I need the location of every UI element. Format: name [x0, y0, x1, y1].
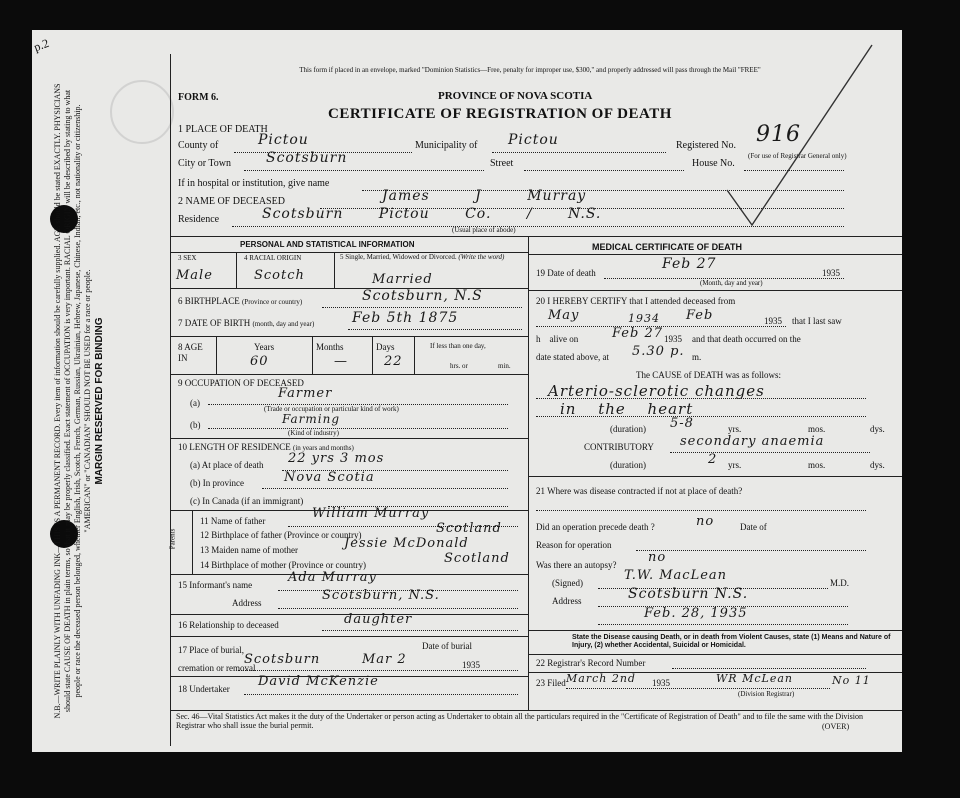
- margin-instructions: [53, 81, 115, 721]
- instructions-text: N.B.—WRITE PLAINLY WITH UNFADING INK—THIS IS A PERMANENT RECORD. Every item of information should be carefully supplied. AGE should be stated EXACTLY. PHYSICIANS should state CAUSE OF DEATH in plain terms, so that it may be properly classified. Exact statement of OCCUPATION is very important. RACIAL ORIGIN will be described by stating to what people or race the deceased person belonged, whether English, Irish, Scotch, French, German, Russian, Ukrainian, Hebrew, Japanese, Chinese, Indian, etc., not nationality or citizenship. "AMERICAN" or "CANADIAN" SHOULD NOT BE USED for a race or people.: [53, 83, 92, 719]
- at-place-value: 22 yrs 3 mos: [288, 451, 385, 466]
- city-label: City or Town: [178, 158, 232, 169]
- duration1-yrs: yrs.: [728, 424, 742, 434]
- mother-label: 13 Maiden name of mother: [200, 545, 298, 555]
- sex-value: Male: [176, 268, 213, 283]
- attended-from-year: 1934: [628, 312, 660, 325]
- residence-value: Scotsburn Pictou Co. / N.S.: [262, 206, 602, 222]
- address-line: [278, 608, 518, 609]
- birthplace-line: [322, 307, 522, 308]
- certificate-paper: [32, 30, 902, 752]
- county-value: Pictou: [258, 132, 309, 148]
- page-title: CERTIFICATE OF REGISTRATION OF DEATH: [328, 106, 672, 122]
- street-line: [524, 170, 684, 171]
- row-line: [528, 630, 902, 631]
- footer-note: Sec. 46—Vital Statistics Act makes it the duty of the Undertaker or person acting as Undertaker to obtain all the particulars required in the "Certificate of Registration of Death" and to file the same with the Division Registrar who shall issue the burial permit.: [176, 712, 863, 730]
- row-line: [528, 254, 902, 255]
- undertaker-value: David McKenzie: [258, 674, 379, 689]
- contributory-value: secondary anaemia: [680, 434, 825, 449]
- cell-divider: [334, 252, 335, 288]
- autopsy-label: Was there an autopsy?: [536, 560, 617, 570]
- burial-place-value: Scotsburn: [244, 652, 321, 667]
- mother-value: Jessie McDonald: [344, 536, 469, 551]
- binding-note: MARGIN RESERVED FOR BINDING: [94, 317, 105, 485]
- duration2-yrs: yrs.: [728, 460, 742, 470]
- birthplace-label: 6 BIRTHPLACE (Province or country): [178, 296, 303, 306]
- occupation-label: 9 OCCUPATION OF DECEASED: [178, 378, 304, 388]
- marital-value: Married: [372, 272, 433, 287]
- duration2-value: 2: [708, 452, 718, 467]
- duration1-dys: dys.: [870, 424, 885, 434]
- record-number-line: [672, 668, 866, 669]
- row-line: [170, 438, 528, 439]
- violent-causes-note: State the Disease causing Death, or in death from Violent Causes, state (1) Means and Nature of Injury, (2) whether Accidental, Suicidal or Homicidal.: [572, 634, 891, 649]
- residence-label: Residence: [178, 214, 220, 225]
- dob-value: Feb 5th 1875: [352, 310, 459, 326]
- street-label: Street: [490, 158, 514, 169]
- doc-date-line: [598, 624, 848, 625]
- signed-label: (Signed): [552, 578, 583, 588]
- place-of-death-label: 1 PLACE OF DEATH: [178, 124, 268, 135]
- row-line: [170, 636, 528, 637]
- attended-to-value: Feb: [686, 308, 714, 323]
- registrar-note: (For use of Registrar General only): [748, 152, 847, 160]
- county-label: County of: [178, 140, 219, 151]
- relationship-label: 16 Relationship to deceased: [178, 620, 279, 630]
- parents-label: Parents: [168, 528, 177, 550]
- dod-value: Feb 27: [662, 256, 717, 272]
- relationship-line: [322, 630, 518, 631]
- dod-note: (Month, day and year): [700, 279, 763, 287]
- informant-address-value: Scotsburn, N.S.: [322, 588, 440, 603]
- residence-note: (Usual place of abode): [452, 226, 516, 234]
- burial-date-value: Mar 2: [362, 652, 407, 667]
- residence-length-label: 10 LENGTH OF RESIDENCE (in years and months): [178, 442, 354, 452]
- registrar-signature: WR McLean: [716, 672, 793, 685]
- reason-line: [636, 550, 866, 551]
- filed-line: [566, 688, 830, 689]
- duration2-dys: dys.: [870, 460, 885, 470]
- father-label: 11 Name of father: [200, 516, 266, 526]
- m-label: m.: [692, 352, 702, 362]
- municipality-label: Municipality of: [415, 140, 478, 151]
- reason-label: Reason for operation: [536, 540, 612, 550]
- cell-divider: [312, 336, 313, 374]
- cause-line1: [536, 398, 866, 399]
- last-alive-value: Feb 27: [612, 326, 663, 341]
- informant-address-label: Address: [232, 598, 262, 608]
- municipality-value: Pictou: [508, 132, 559, 148]
- row-line: [528, 290, 902, 291]
- occ-b-label: (b): [190, 420, 201, 430]
- hrs-label: hrs. or: [450, 362, 468, 370]
- cell-divider: [414, 336, 415, 374]
- registered-label: Registered No.: [676, 140, 736, 151]
- attended-to-year: 1935: [764, 316, 782, 326]
- informant-label: 15 Informant's name: [178, 580, 253, 590]
- duration1-mos: mos.: [808, 424, 826, 434]
- occ-b-line: [208, 428, 508, 429]
- relationship-value: daughter: [344, 612, 413, 627]
- at-place-label: (a) At place of death: [190, 460, 264, 470]
- occ-a-note: (Trade or occupation or particular kind of work): [264, 405, 399, 413]
- undertaker-label: 18 Undertaker: [178, 684, 230, 694]
- dod-year: 1935: [822, 268, 840, 278]
- house-label: House No.: [692, 158, 735, 169]
- doc-date-value: Feb. 28, 1935: [644, 606, 748, 621]
- informant-value: Ada Murray: [288, 570, 377, 585]
- table-top-border: [170, 236, 902, 237]
- doc-address-label: Address: [552, 596, 582, 606]
- attended-from-value: May: [548, 308, 580, 323]
- age-days-value: 22: [384, 354, 403, 369]
- parents-divider: [192, 510, 193, 574]
- occupation-value: Farmer: [278, 386, 333, 401]
- certify-label: 20 I HEREBY CERTIFY that I attended deceased from: [536, 296, 736, 306]
- division-number: No 11: [832, 674, 871, 687]
- occ-b-note: (Kind of industry): [288, 429, 339, 437]
- mother-birthplace-label: 14 Birthplace of mother (Province or country): [200, 560, 366, 570]
- cause-line2-value: in the heart: [560, 400, 694, 418]
- racial-label: 4 RACIAL ORIGIN: [244, 254, 302, 262]
- form-number: FORM 6.: [178, 92, 219, 103]
- dob-label: 7 DATE OF BIRTH (month, day and year): [178, 318, 315, 328]
- date-stated-label: date stated above, at: [536, 352, 609, 362]
- operation-value: no: [696, 514, 715, 529]
- last-alive-year: 1935: [664, 334, 682, 344]
- lessday-label: If less than one day,: [430, 342, 486, 350]
- row-line: [170, 336, 528, 337]
- cause-line2: [536, 416, 866, 417]
- birthplace-value: Scotsburn, N.S: [362, 288, 483, 304]
- check-stroke: [722, 40, 882, 230]
- filed-value: March 2nd: [566, 672, 636, 685]
- duration1-label: (duration): [610, 424, 646, 434]
- years-label: Years: [254, 342, 275, 352]
- racial-value: Scotch: [254, 268, 305, 283]
- margin-line: [170, 54, 171, 746]
- header-notice: This form if placed in an envelope, marked "Dominion Statistics—Free, penalty for improper use, $300," and properly addressed will pass through the Mail "FREE": [299, 66, 761, 74]
- duration2-label: (duration): [610, 460, 646, 470]
- min-label: min.: [498, 362, 511, 370]
- age-years-value: 60: [250, 354, 269, 369]
- time-of-death-value: 5.30 p.: [632, 344, 685, 359]
- column-divider: [528, 236, 529, 710]
- hospital-label: If in hospital or institution, give name: [178, 178, 330, 189]
- age-label: 8 AGE IN: [178, 342, 203, 363]
- autopsy-value: no: [648, 550, 667, 565]
- burial-line: [238, 670, 518, 671]
- cell-divider: [236, 252, 237, 288]
- filed-year: 1935: [652, 678, 670, 688]
- industry-value: Farming: [282, 412, 341, 426]
- over-label: (OVER): [822, 722, 850, 731]
- contributory-line: [670, 452, 870, 453]
- mother-birthplace-value: Scotland: [444, 551, 510, 566]
- days-label: Days: [376, 342, 395, 352]
- cell-divider: [372, 336, 373, 374]
- row-line: [528, 654, 902, 655]
- occ-a-label: (a): [190, 398, 200, 408]
- in-canada-label: (c) In Canada (if an immigrant): [190, 496, 304, 506]
- corner-note: p.2: [31, 35, 51, 55]
- alive-on-label: h alive on: [536, 334, 579, 344]
- marital-label: 5 Single, Married, Widowed or Divorced. (Write the word): [340, 253, 505, 261]
- cell-divider: [216, 336, 217, 374]
- deceased-name-value: James J Murray: [382, 188, 587, 204]
- father-birthplace-label: 12 Birthplace of father (Province or country): [200, 530, 362, 540]
- division-registrar-label: (Division Registrar): [738, 690, 795, 698]
- last-saw-label: that I last saw: [792, 316, 842, 326]
- doc-address-value: Scotsburn N.S.: [628, 586, 749, 602]
- md-label: M.D.: [830, 578, 850, 588]
- deceased-name-label: 2 NAME OF DECEASED: [178, 196, 285, 207]
- father-birthplace-value: Scotland: [436, 521, 502, 536]
- dob-line: [348, 329, 522, 330]
- province: PROVINCE OF NOVA SCOTIA: [438, 90, 593, 102]
- medical-section-title: MEDICAL CERTIFICATE OF DEATH: [592, 242, 742, 252]
- in-province-label: (b) In province: [190, 478, 244, 488]
- filed-label: 23 Filed: [536, 678, 566, 688]
- personal-section-title: PERSONAL AND STATISTICAL INFORMATION: [240, 240, 415, 249]
- cause-label: The CAUSE of DEATH was as follows:: [636, 370, 781, 380]
- age-months-value: —: [334, 354, 348, 369]
- record-number-label: 22 Registrar's Record Number: [536, 658, 646, 668]
- row-line: [170, 374, 528, 375]
- doctor-signature: T.W. MacLean: [624, 568, 728, 583]
- duration1-value: 5-8: [670, 416, 694, 431]
- where-contracted-label: 21 Where was disease contracted if not at place of death?: [536, 486, 743, 496]
- undertaker-line: [244, 694, 518, 695]
- city-value: Scotsburn: [266, 150, 348, 166]
- burial-year: 1935: [462, 660, 480, 670]
- cause-line1-value: Arterio-sclerotic changes: [548, 382, 765, 400]
- municipality-line: [492, 152, 666, 153]
- dod-label: 19 Date of death: [536, 268, 596, 278]
- table-bottom-border: [170, 710, 902, 711]
- in-province-value: Nova Scotia: [284, 470, 375, 485]
- where-line: [536, 510, 866, 511]
- father-value: William Murray: [312, 506, 430, 521]
- op-date-label: Date of: [740, 522, 767, 532]
- months-label: Months: [316, 342, 344, 352]
- in-province-line: [262, 488, 508, 489]
- burial-label: 17 Place of burial, cremation or removal: [178, 645, 256, 673]
- registered-value: 916: [756, 122, 801, 147]
- operation-label: Did an operation precede death ?: [536, 522, 655, 532]
- death-occurred-label: and that death occurred on the: [692, 334, 801, 344]
- contributory-label: CONTRIBUTORY: [584, 442, 654, 452]
- faded-stamp: [110, 80, 174, 144]
- sex-label: 3 SEX: [178, 254, 197, 262]
- burial-date-label: Date of burial: [422, 641, 472, 651]
- city-line: [244, 170, 484, 171]
- duration2-mos: mos.: [808, 460, 826, 470]
- row-line: [528, 476, 902, 477]
